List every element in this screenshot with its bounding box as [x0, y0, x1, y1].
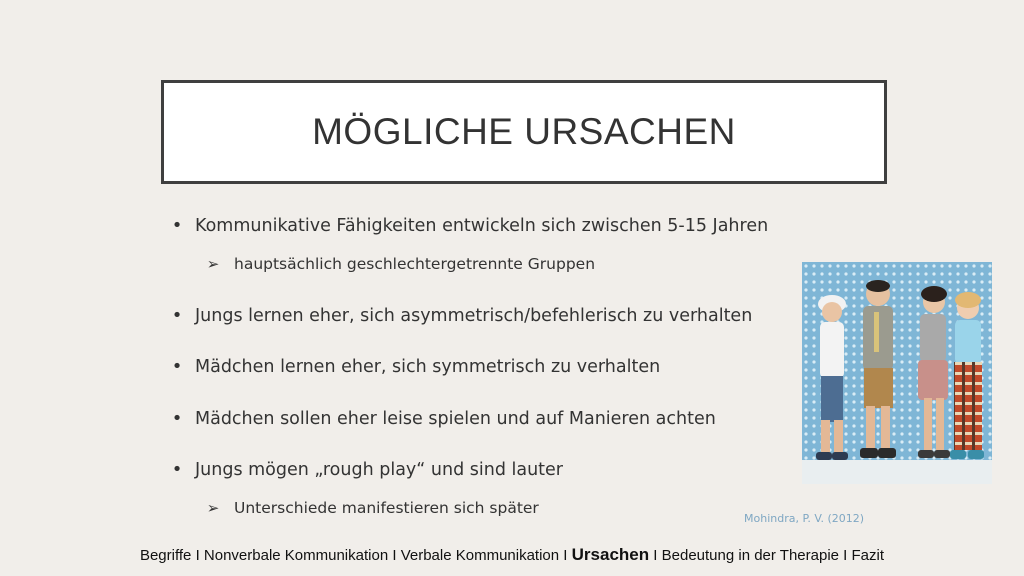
- bullet-text: Kommunikative Fähigkeiten entwickeln sich zwischen 5-15 Jahren: [195, 215, 769, 236]
- bullet-item: [167, 305, 752, 326]
- bullet-text: hauptsächlich geschlechtergetrennte Gruppen: [234, 255, 596, 273]
- footer-separator: I: [195, 547, 200, 564]
- bullet-text: Unterschiede manifestieren sich später: [234, 499, 539, 517]
- citation: Mohindra, P. V. (2012): [744, 512, 865, 525]
- bullet-item: [167, 459, 563, 480]
- bullet-dot-icon: •: [171, 305, 183, 326]
- bullet-item: [167, 408, 716, 429]
- sub-bullet-item: [204, 255, 595, 273]
- bullet-dot-icon: •: [171, 215, 183, 236]
- bullet-dot-icon: •: [171, 356, 183, 377]
- slide-title: MÖGLICHE URSACHEN: [312, 111, 736, 152]
- footer-separator: I: [843, 547, 848, 564]
- footer-item-begriffe[interactable]: Begriffe: [139, 547, 192, 564]
- bullet-text: Jungs lernen eher, sich asymmetrisch/befehlerisch zu verhalten: [195, 305, 753, 326]
- footer-item-bedeutung-in-der-therapie[interactable]: Bedeutung in der Therapie: [661, 547, 839, 564]
- title-box: [161, 80, 887, 184]
- children-photo: [802, 262, 992, 484]
- arrow-bullet-icon: ➢: [206, 499, 220, 517]
- footer-separator: I: [392, 547, 397, 564]
- footer-separator: I: [653, 547, 658, 564]
- bullet-dot-icon: •: [171, 408, 183, 429]
- sub-bullet-item: [204, 499, 539, 517]
- bullet-item: [167, 356, 660, 377]
- footer-nav: [0, 545, 1024, 565]
- bullet-text: Mädchen lernen eher, sich symmetrisch zu verhalten: [195, 356, 661, 377]
- footer-item-nonverbale-kommunikation[interactable]: Nonverbale Kommunikation: [203, 547, 389, 564]
- arrow-bullet-icon: ➢: [206, 255, 220, 273]
- footer-item-fazit[interactable]: Fazit: [851, 547, 885, 564]
- footer-separator: I: [563, 547, 568, 564]
- bullet-text: Mädchen sollen eher leise spielen und auf Manieren achten: [195, 408, 716, 429]
- bullet-dot-icon: •: [171, 459, 183, 480]
- bullet-text: Jungs mögen „rough play“ und sind lauter: [195, 459, 564, 480]
- footer-item-ursachen[interactable]: Ursachen: [571, 545, 650, 564]
- children-illustration: [802, 262, 992, 484]
- bullet-item: [167, 215, 768, 236]
- footer-item-verbale-kommunikation[interactable]: Verbale Kommunikation: [400, 547, 560, 564]
